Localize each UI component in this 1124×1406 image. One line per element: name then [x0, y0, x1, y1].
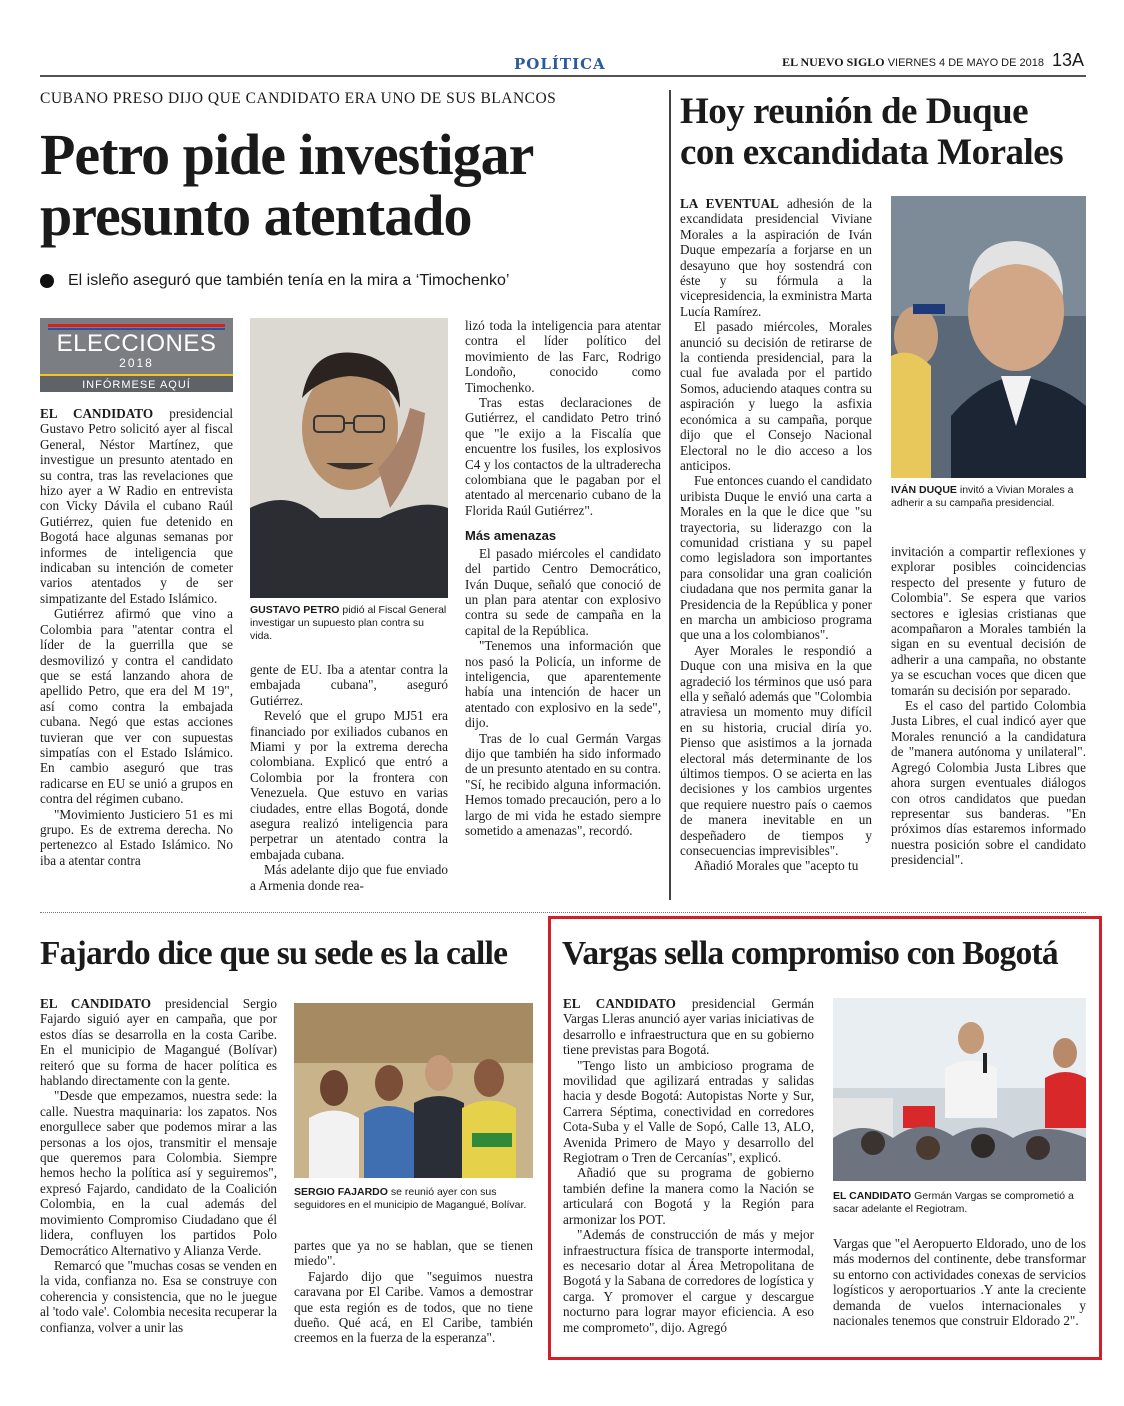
publication-name: EL NUEVO SIGLO: [782, 55, 885, 69]
duque-caption: [891, 484, 1086, 510]
vargas-p1: presidencial Germán Vargas Lleras anunció ayer varias iniciativas de desarrollo e infraestructura que en su gobierno tiene previstas para Bogotá.: [563, 996, 814, 1058]
vargas-col2: [833, 1236, 1086, 1328]
duque-caption-name: IVÁN DUQUE: [891, 484, 957, 496]
vargas-c2-p1: Vargas que "el Aeropuerto Eldorado, uno de los más modernos del continente, debe transformar su entorno con actividades conexas de servicios logísticos y aeroportuarios .Y ante la creciente demanda de vuelos internacionales y nacionales tenemos que construir Eldorado 2".: [833, 1236, 1086, 1329]
petro-portrait-icon: [250, 318, 448, 598]
fajardo-title: Fajardo dice que su sede es la calle: [40, 935, 508, 972]
fajardo-col1: [40, 996, 277, 1335]
petro-col2-p3: Más adelante dijo que fue enviado a Armenia donde rea-: [250, 862, 448, 893]
duque-lead: LA EVENTUAL: [680, 196, 779, 211]
petro-col3: [465, 318, 661, 838]
duque-p1: adhesión de la excandidata presidencial Viviane Morales a la aspiración de Iván Duque empezaría a forjarse en un desayuno que hoy sostendrá con éste y su fórmula a la vicepresidencia, la exministra Marta Lucía Ramírez.: [680, 196, 873, 319]
duque-c2-p2: Es el caso del partido Colombia Justa Libres, el cual indicó ayer que Morales renunció a la candidatura de "manera autónoma y unilateral". Agregó Colombia Justa Libres que ahora surgen eventuales diálogos con otros candidatos que puedan representar sus banderas. "En próximos días estaremos informado nuestra posición sobre el candidato presidencial".: [891, 698, 1086, 868]
petro-col2: [250, 662, 448, 893]
duque-p4: Ayer Morales le respondió a Duque con una misiva en la que agradeció los términos que usó para ella y señaló además que "Colombia atraviesa un momento muy difícil en su historia, crucial diría yo. Pienso que asistimos a la jornada electoral más determinante de los últimos tiempos. O se acierta en las decisiones y los cambios urgentes que requiere nuestro país o caemos de manera inevitable en un despeñadero de tiempos y consecuencias imprevisibles".: [680, 642, 872, 859]
duque-c2-p1: invitación a compartir reflexiones y explorar posibles coincidencias respecto del presente y futuro de Colombia". Se espera que varios sectores e iglesias cristianas que acompañaron a Morales también la sigan en su eventual decisión de adherir a una campaña, no obstante ya se escuchan voces que dicen que tomarán su decisión por separado.: [891, 544, 1086, 698]
vargas-title: Vargas sella compromiso con Bogotá: [562, 935, 1058, 972]
petro-col1-p2: Gutiérrez afirmó que vino a Colombia para "atentar contra el líder de la guerrilla que se desmovilizó y contra el candidato que se está lanzando ahora de apellido Petro, que era del M 19", así como contra la embajada cubana. Negó que estas acciones tuvieran que ver con supuestas simpatías con el Estado Islámico. En cambio aseguró que tras radicarse en EU se unió a grupos en contra del régimen cubano.: [40, 606, 233, 807]
petro-kicker: CUBANO PRESO DIJO QUE CANDIDATO ERA UNO DE SUS BLANCOS: [40, 90, 557, 107]
badge-title: ELECCIONES: [56, 330, 217, 357]
publication-line: [782, 55, 1044, 70]
fajardo-col2: [294, 1238, 533, 1346]
petro-col3-p4: "Tenemos una información que nos pasó la Policía, un informe de inteligencia, que aparentemente había una intención de hacer un atentado con explosivo en la sede", dijo.: [465, 638, 661, 731]
duque-p3: Fue entonces cuando el candidato uribista Duque le envió una carta a Morales en la que le dice que "su trayectoria, su liderazgo con la comunidad cristiana y su papel como legisladora son importantes para consolidar una gran coalición ciudadana que nos permita ganar la Presidencia de la República y poner en marcha un ambicioso programa que una a los colombianos".: [680, 473, 872, 643]
petro-col2-p1: gente de EU. Iba a atentar contra la embajada cubana", aseguró Gutiérrez.: [250, 662, 448, 708]
petro-caption: [250, 604, 448, 643]
petro-col3-p5: Tras de lo cual Germán Vargas dijo que también ha sido informado de un presunto atentado en su contra. "Sí, he recibido alguna información. Hemos tomado precaución, pero a lo largo de mi vida he estado siempre sometido a amenazas", recordó.: [465, 730, 661, 838]
fajardo-caption-name: SERGIO FAJARDO: [294, 1186, 388, 1198]
badge-flag-bars: [48, 324, 225, 327]
fajardo-c2-p2: Fajardo dijo que "seguimos nuestra caravana por El Caribe. Vamos a demostrar que esta región es de todos, que no tiene dueño. Qué acá, en El Caribe, también creemos en la fuerza de la esperanza".: [294, 1268, 533, 1346]
section-rule: [40, 912, 1086, 913]
petro-subtitle-text: El isleño aseguró que también tenía en la mira a ‘Timochenko’: [68, 272, 510, 289]
petro-col3-p3: El pasado miércoles el candidato del partido Centro Democrático, Iván Duque, señaló que conoció de un plan para atentar con explosivo contra su sede de campaña en la capital de la República.: [465, 545, 661, 638]
petro-subhead: Más amenazas: [465, 528, 557, 544]
petro-col2-p2: Reveló que el grupo MJ51 era financiado por exiliados cubanos en Miami y por la extrema derecha colombiana. Explicó que entró a Colombia por la frontera con Venezuela. Que estuvo en varias ciudades, entre ellas Bogotá, donde asegura realizó inteligencia para perpetrar un atentado contra la embajada cubana.: [250, 708, 448, 862]
fajardo-p3: Remarcó que "muchas cosas se venden en la vida, confianza no. Esa se construye con coherencia y consistencia, que no le juegue al 'todo vale'. Colombia necesita recuperar la confianza, volver a unir las: [40, 1257, 277, 1335]
vargas-col1: [563, 996, 814, 1335]
duque-col2: [891, 544, 1086, 868]
vargas-caption-text: Germán Vargas se comprometió a sacar adelante el Regiotram.: [833, 1190, 1074, 1215]
petro-lead: EL CANDIDATO: [40, 406, 154, 421]
fajardo-c2-p1: partes que ya no se hablan, que se tienen miedo".: [294, 1238, 533, 1269]
petro-title: Petro pide investigar presunto atentado: [40, 122, 533, 249]
publication-date: VIERNES 4 DE MAYO DE 2018: [887, 57, 1044, 69]
duque-col1: [680, 196, 872, 874]
page-number: 13A: [1051, 50, 1084, 70]
header-rule: [40, 75, 1086, 77]
petro-col1-p1: presidencial Gustavo Petro solicitó ayer al fiscal General, Néstor Martínez, que investigue un presunto atentado en su contra, tras las revelaciones que hizo ayer a W Radio en entrevista con Vicky Dávila el cubano Raúl Gutiérrez, quien fue detenido en Bogotá hace algunas semanas por informes de inteligencia que indicaban su intención de cometer varios atentados y de ser simpatizante del Estado Islámico.: [40, 406, 233, 606]
fajardo-caption: [294, 1186, 533, 1212]
petro-col1-p3: "Movimiento Justiciero 51 es mi grupo. Es de extrema derecha. No pertenezco al Estado Islámico. No iba a atentar contra: [40, 806, 233, 868]
fajardo-p1: presidencial Sergio Fajardo siguió ayer en campaña, que por estos días se desarrolla en la costa Caribe. En el municipio de Magangué (Bolívar) reiteró que su forma de hacer política es hablando directamente con la gente.: [40, 996, 277, 1089]
bullet-dot-icon: [40, 274, 54, 288]
petro-subtitle: [40, 272, 660, 290]
petro-col3-p2: Tras estas declaraciones de Gutiérrez, el candidato Petro trinó que "le exijo a la Fiscalía que encuentre los fusiles, los explosivos C4 y los contactos de la ultraderecha colombiana que le pagaban por el atentado al mercenario cubano de la Florida Raúl Gutiérrez".: [465, 395, 661, 518]
vargas-p2: "Tengo listo un ambicioso programa de movilidad que agilizará entradas y salidas hacia y desde Bogotá: Autopistas Norte y Sur, Carrera Séptima, conectividad en corredores Cota-Suba y el Valle de Sopó, Calle 13, ALO, Avenida Primero de Mayo y desarrollo del Regiotram o Tren de Cercanías", explicó.: [563, 1057, 814, 1166]
duque-p2: El pasado miércoles, Morales anunció su decisión de retirarse de la contienda presidencial, para la cual fue avalada por el partido Somos, aduciendo ataques contra su aspiración y luego la asfixia económica a su campaña, porque dijo que el Consejo Nacional Electoral no le dio acceso a los anticipos.: [680, 319, 872, 473]
badge-cta: INFÓRMESE AQUÍ: [82, 379, 191, 391]
petro-photo: [250, 318, 448, 598]
vargas-caption: [833, 1190, 1086, 1216]
petro-caption-text: pidió al Fiscal General investigar un supuesto plan contra su vida.: [250, 604, 447, 642]
duque-portrait-icon: [891, 196, 1086, 478]
fajardo-photo: [294, 1003, 533, 1178]
petro-col3-p1: lizó toda la inteligencia para atentar contra el líder político del movimiento de las Farc, Rodrigo Londoño, conocido como Timochenko.: [465, 318, 661, 395]
vargas-event-icon: [833, 998, 1086, 1181]
elecciones-badge[interactable]: [40, 318, 233, 392]
section-label: POLÍTICA: [514, 55, 606, 73]
vargas-photo: [833, 998, 1086, 1181]
vargas-p3: Añadió que su programa de gobierno también define la manera como la Nación se articulará con Bogotá y la Región para armonizar los POT.: [563, 1165, 814, 1227]
fajardo-p2: "Desde que empezamos, nuestra sede: la calle. Nuestra maquinaria: los zapatos. Nos enorgullece saber que podemos mirar a las personas a los ojos, transmitir el mensaje que queremos para Colombia. Siempre hemos hecho la política así y seguiremos", expresó Fajardo, candidato de la Coalición Colombia, en la cual además del movimiento Compromiso Ciudadano que él lidera, confluyen los partidos Polo Democrático Alternativo y Alianza Verde.: [40, 1088, 277, 1258]
fajardo-caption-text: se reunió ayer con sus seguidores en el municipio de Magangué, Bolívar.: [294, 1186, 527, 1211]
vargas-p4: "Además de construcción de más y mejor infraestructura física de transporte intermodal, es necesario dotar al Área Metropolitana de Bogotá y la Sabana de corredores de logística y carga. Y promover el cargue y descargue nocturno para lograr mayor eficiencia. A eso me comprometo", dijo. Agregó: [563, 1227, 814, 1335]
fajardo-lead: EL CANDIDATO: [40, 996, 152, 1011]
duque-p5: Añadió Morales que "acepto tu: [694, 858, 859, 874]
petro-caption-name: GUSTAVO PETRO: [250, 604, 340, 616]
vargas-caption-name: EL CANDIDATO: [833, 1190, 912, 1202]
vargas-lead: EL CANDIDATO: [563, 996, 676, 1011]
badge-year: 2018: [119, 356, 154, 370]
column-divider: [669, 90, 671, 900]
petro-col1: [40, 406, 233, 868]
duque-caption-text: invitó a Vivian Morales a adherir a su campaña presidencial.: [891, 484, 1074, 509]
fajardo-group-icon: [294, 1003, 533, 1178]
duque-title: Hoy reunión de Duque con excandidata Morales: [680, 91, 1064, 173]
duque-photo: [891, 196, 1086, 478]
